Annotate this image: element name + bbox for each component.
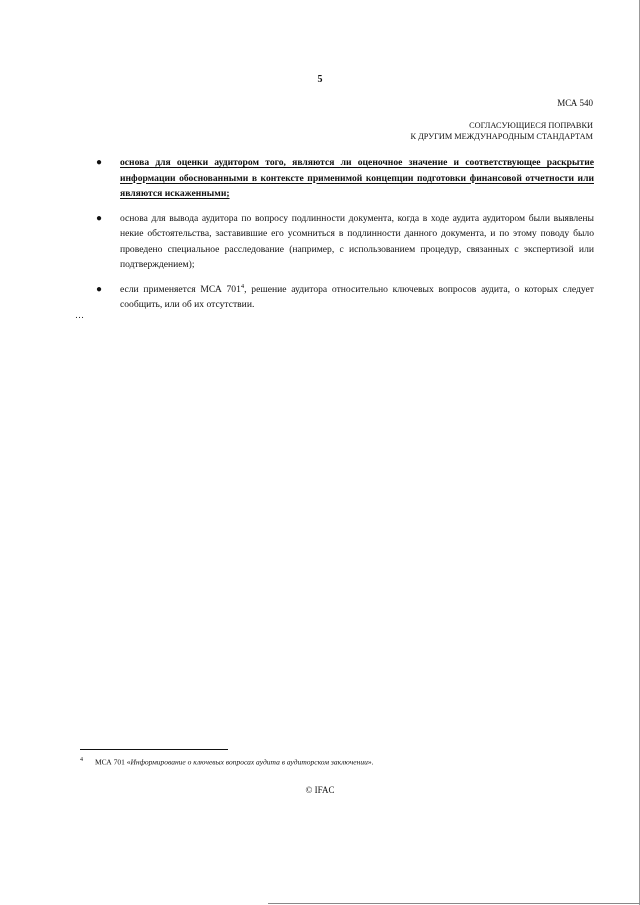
list-item-text-start: если применяется МСА 701 <box>120 283 241 295</box>
footnote-suffix: ». <box>367 757 374 767</box>
list-item-key-audit-matters <box>92 282 594 313</box>
bullet-icon: ● <box>96 212 103 224</box>
list-item-estimate-basis <box>92 155 594 202</box>
document-code: МСА 540 <box>557 98 593 108</box>
bullet-list <box>92 155 594 322</box>
copyright-notice: © IFAC <box>305 785 335 795</box>
omission-ellipsis: … <box>75 310 85 320</box>
section-title <box>411 120 593 142</box>
scan-bottom-edge <box>268 903 640 904</box>
list-item-document-authenticity <box>92 211 594 273</box>
bullet-icon: ● <box>96 157 103 168</box>
footnote-divider <box>80 749 228 750</box>
list-item-text: основа для вывода аудитора по вопросу подлинности документа, когда в ходе аудита аудитором были выявлены некие обстоятельства, заставившие его усомниться в подлинности данного документа, и по этому поводу было проведено специальное расследование (например, с использованием процедур, связанных с экспертизой или подтверждением); <box>120 212 594 270</box>
footnote-prefix: МСА 701 « <box>95 757 131 767</box>
bullet-icon: ● <box>96 283 103 295</box>
footnote-title: Информирование о ключевых вопросах аудита в аудиторском заключении <box>130 757 368 767</box>
list-item-text: основа для оценки аудитором того, являются ли оценочное значение и соответствующее раскрытие информации обоснованными в контексте применимой концепции подготовки финансовой отчетности или являются искаженными; <box>120 157 594 199</box>
page-number: 5 <box>317 74 323 85</box>
footnote-mark: 4 <box>80 757 83 763</box>
list-item-text-end: , решение аудитора относительно ключевых вопросов аудита, о которых следует сообщить, или об их отсутствии. <box>120 283 594 310</box>
section-title-line-2: К ДРУГИМ МЕЖДУНАРОДНЫМ СТАНДАРТАМ <box>410 132 593 141</box>
list-item-text <box>120 284 594 311</box>
section-title-line-1: СОГЛАСУЮЩИЕСЯ ПОПРАВКИ <box>469 121 593 130</box>
footnote <box>80 757 580 767</box>
footnote-reference[interactable]: 4 <box>240 282 245 290</box>
